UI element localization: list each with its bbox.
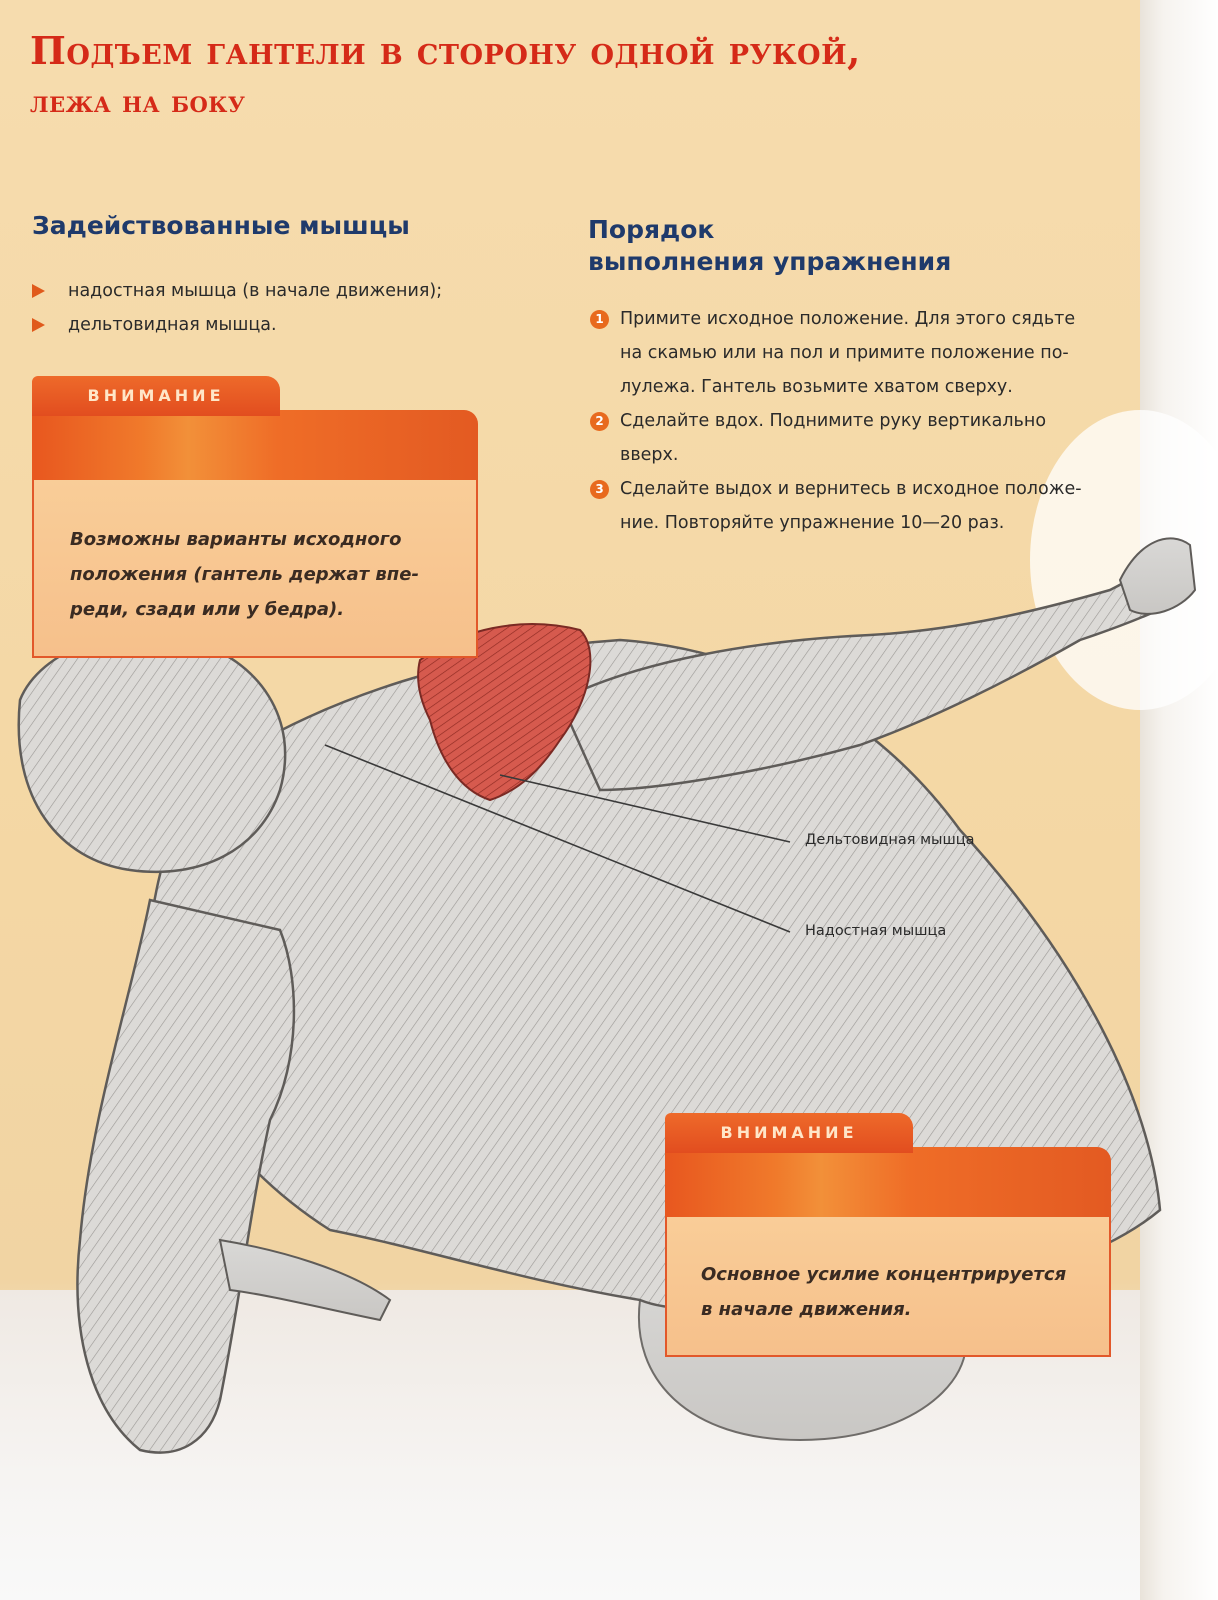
muscles-heading: Задействованные мышцы	[32, 211, 410, 240]
step-item	[590, 302, 1110, 404]
list-item	[30, 308, 442, 342]
attention-box-2	[665, 1113, 1111, 1357]
step-number-badge: 2	[590, 412, 609, 431]
step-text: лулежа. Гантель возьмите хватом сверху.	[620, 377, 1013, 397]
step-text: вверх.	[620, 445, 679, 465]
step-text: Примите исходное положение. Для этого сядьте	[620, 309, 1076, 329]
supraspinatus-label: Надостная мышца	[805, 923, 947, 939]
steps-heading	[588, 214, 1008, 278]
step-text: Сделайте вдох. Поднимите руку вертикально	[620, 411, 1047, 431]
bullet-arrow-icon	[32, 318, 45, 332]
attention-body	[32, 480, 478, 658]
steps-heading-line-1: Порядок	[588, 215, 715, 244]
step-item	[590, 472, 1110, 540]
attention-body	[665, 1217, 1111, 1357]
deltoid-label: Дельтовидная мышца	[805, 832, 975, 848]
muscles-list	[30, 274, 442, 342]
attention-tab: ВНИМАНИЕ	[32, 376, 280, 416]
page-title	[30, 26, 861, 130]
step-number-badge: 3	[590, 480, 609, 499]
title-line-1: Подъем гантели в сторону одной рукой,	[30, 28, 861, 73]
muscle-text: дельтовидная мышца.	[68, 315, 277, 335]
attention-box-1	[32, 376, 478, 658]
attention-tab: ВНИМАНИЕ	[665, 1113, 913, 1153]
step-text: Сделайте выдох и вернитесь в исходное положе-	[620, 479, 1082, 499]
muscle-text: надостная мышца (в начале движения);	[68, 281, 443, 301]
attention-stripe	[32, 410, 478, 480]
list-item	[30, 274, 442, 308]
step-number-badge: 1	[590, 310, 609, 329]
step-text: на скамью или на пол и примите положение по-	[620, 343, 1069, 363]
support-hand	[220, 1240, 390, 1320]
steps-list	[590, 302, 1110, 540]
attention-text: Возможны варианты исходного положения (гантель держат впе- реди, сзади или у бедра).	[70, 529, 419, 620]
title-line-2: лежа на боку	[30, 85, 246, 120]
attention-stripe	[665, 1147, 1111, 1217]
step-item	[590, 404, 1110, 472]
steps-heading-line-2: выполнения упражнения	[588, 247, 952, 276]
head	[19, 634, 285, 872]
attention-text: Основное усилие концентрируется в начале движения.	[701, 1264, 1067, 1320]
bullet-arrow-icon	[32, 284, 45, 298]
step-text: ние. Повторяйте упражнение 10—20 раз.	[620, 513, 1005, 533]
